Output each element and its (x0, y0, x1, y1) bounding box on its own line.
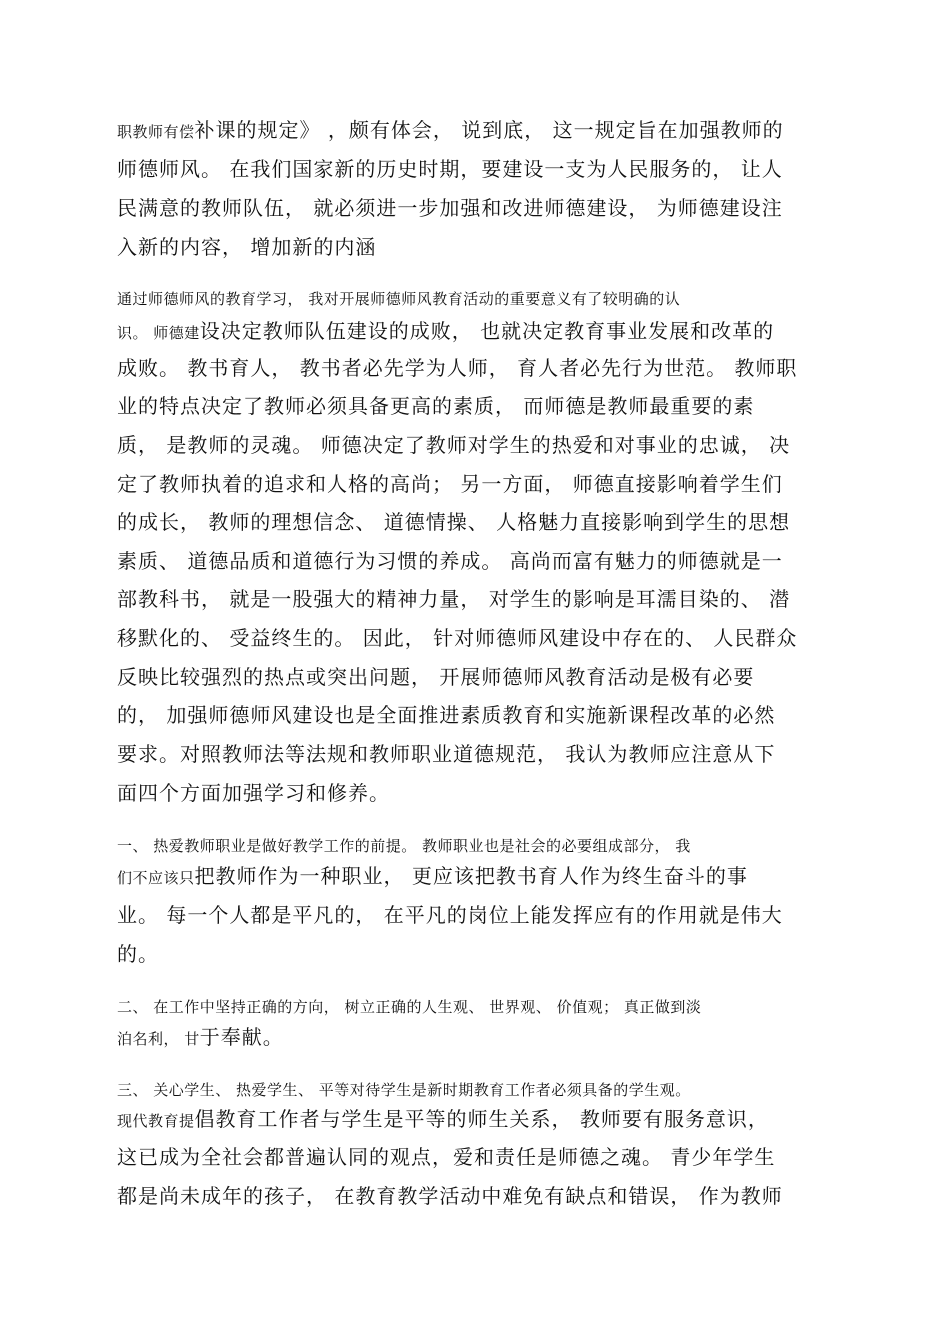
text-fragment-small: 识。 师德建 (117, 324, 200, 342)
text-line (117, 433, 790, 457)
text-line (117, 1107, 769, 1133)
text-fragment: 把教师作为一种职业， 更应该把教书育人作为终生奋斗的事 (194, 864, 748, 888)
text-fragment-small: 一、 热爱教师职业是做好教学工作的前提。 教师职业也是社会的必要组成部分， 我 (117, 837, 691, 855)
text-line (117, 235, 376, 259)
text-line (117, 549, 783, 573)
text-fragment: 于奉献。 (199, 1025, 284, 1049)
text-fragment-small: 们不应该只 (117, 869, 195, 887)
text-line (117, 1184, 783, 1208)
text-line (117, 510, 790, 534)
text-fragment: 质， 是教师的灵魂。 师德决定了教师对学生的热爱和对事业的忠诚， 决 (117, 433, 791, 457)
text-line (117, 1025, 284, 1051)
text-line (117, 472, 783, 496)
text-fragment: 倡教育工作者与学生是平等的师生关系， 教师要有服务意识， (194, 1107, 769, 1131)
text-line (117, 118, 784, 144)
text-line (117, 993, 701, 1019)
text-line (117, 665, 754, 689)
text-line (117, 832, 691, 858)
text-line (117, 196, 783, 220)
text-fragment: 师德师风。 在我们国家新的历史时期，要建设一支为人民服务的， 让人 (117, 157, 783, 181)
text-line (117, 903, 783, 927)
text-fragment: 设决定教师队伍建设的成败， 也就决定教育事业发展和改革的 (199, 319, 775, 343)
text-fragment-small: 现代教育提 (117, 1112, 195, 1130)
text-line (117, 781, 390, 805)
text-line (117, 1076, 691, 1102)
text-fragment: 补课的规定》 ，颇有体会， 说到底， 这一规定旨在加强教师的 (194, 118, 784, 142)
text-line (117, 703, 775, 727)
text-fragment: 业。 每一个人都是平凡的， 在平凡的岗位上能发挥应有的作用就是伟大 (117, 903, 783, 927)
text-line (117, 1145, 775, 1169)
text-fragment: 成败。 教书育人， 教书者必先学为人师， 育人者必先行为世范。 教师职 (117, 356, 798, 380)
text-fragment-small: 二、 在工作中坚持正确的方向， 树立正确的人生观、 世界观、 价值观； 真正做到淡 (117, 998, 702, 1016)
text-line (117, 394, 754, 418)
text-line (117, 285, 680, 311)
text-fragment-small: 职教师有偿 (117, 123, 195, 141)
text-fragment: 面四个方面加强学习和修养。 (117, 781, 390, 805)
text-line (117, 587, 790, 611)
text-fragment: 素质、 道德品质和道德行为习惯的养成。 高尚而富有魅力的师德就是一 (117, 549, 783, 573)
text-fragment: 的， 加强师德师风建设也是全面推进素质教育和实施新课程改革的必然 (117, 703, 776, 727)
text-fragment: 的。 (117, 942, 159, 966)
text-fragment: 入新的内容， 增加新的内涵 (117, 235, 377, 259)
text-line (117, 319, 774, 345)
text-fragment-small: 泊名利， 甘 (117, 1030, 200, 1048)
text-line (117, 626, 797, 650)
text-fragment: 这已成为全社会都普遍认同的观点，爱和责任是师德之魂。 青少年学生 (117, 1145, 776, 1169)
text-fragment: 都是尚未成年的孩子， 在教育教学活动中难免有缺点和错误， 作为教师 (117, 1184, 783, 1208)
text-line (117, 157, 783, 181)
text-fragment: 部教科书， 就是一股强大的精神力量， 对学生的影响是耳濡目染的、 潜 (117, 587, 791, 611)
text-fragment: 民满意的教师队伍， 就必须进一步加强和改进师德建设， 为师德建设注 (117, 196, 783, 220)
text-fragment: 定了教师执着的追求和人格的高尚； 另一方面， 师德直接影响着学生们 (117, 472, 783, 496)
text-fragment: 的成长， 教师的理想信念、 道德情操、 人格魅力直接影响到学生的思想 (117, 510, 791, 534)
text-line (117, 864, 748, 890)
text-fragment: 移默化的、 受益终生的。 因此， 针对师德师风建设中存在的、 人民群众 (117, 626, 798, 650)
text-fragment-small: 通过师德师风的教育学习， 我对开展师德师风教育活动的重要意义有了较明确的认 (117, 290, 681, 308)
text-line (117, 356, 797, 380)
text-line (117, 742, 775, 766)
text-line (117, 942, 159, 966)
text-fragment: 反映比较强烈的热点或突出问题， 开展师德师风教育活动是极有必要 (117, 665, 755, 689)
text-fragment-small: 三、 关心学生、 热爱学生、 平等对待学生是新时期教育工作者必须具备的学生观。 (117, 1081, 691, 1099)
text-fragment: 要求。对照教师法等法规和教师职业道德规范， 我认为教师应注意从下 (117, 742, 776, 766)
text-fragment: 业的特点决定了教师必须具备更高的素质， 而师德是教师最重要的素 (117, 394, 755, 418)
